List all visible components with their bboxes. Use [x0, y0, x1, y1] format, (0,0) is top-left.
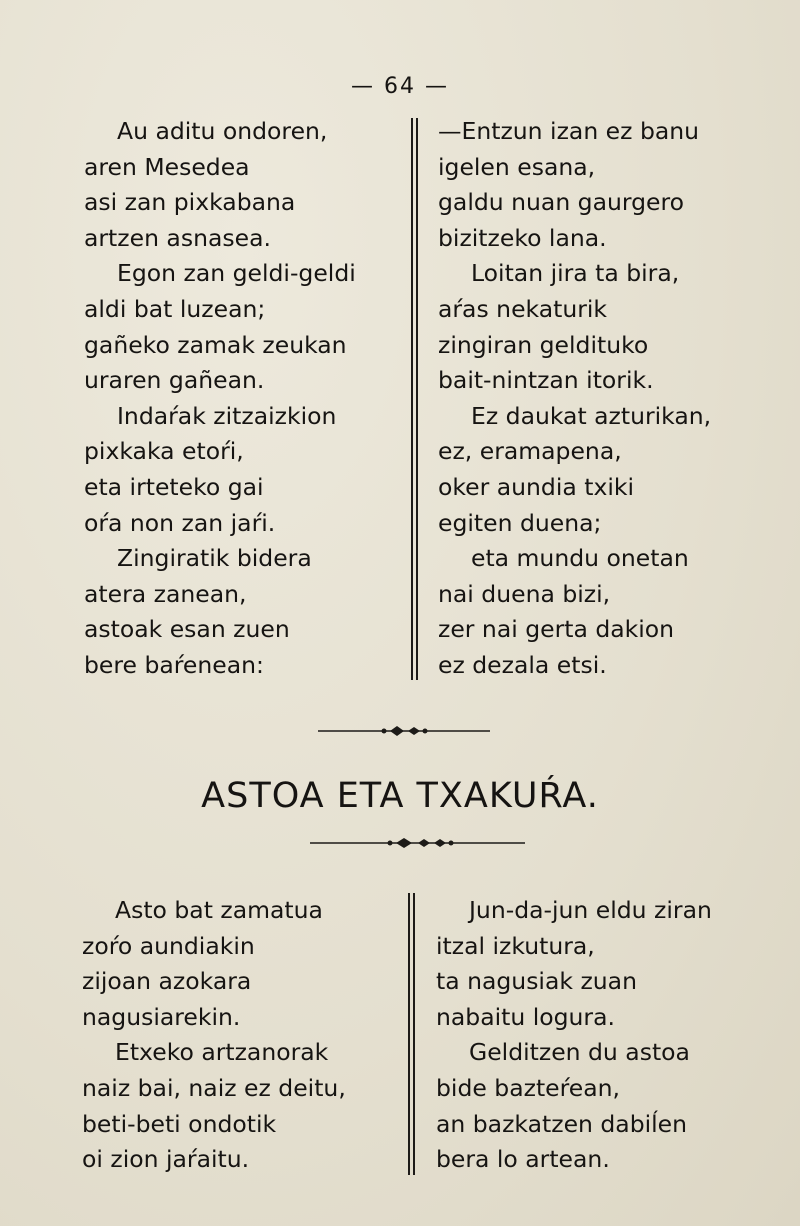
column-divider	[411, 118, 418, 680]
verse-line: Jun-da-jun eldu ziran	[469, 896, 712, 924]
verse-line: eta irteteko gai	[84, 472, 264, 501]
verse-line: bait-nintzan itorik.	[438, 366, 654, 395]
verse-line: ez dezala etsi.	[438, 650, 607, 679]
verse-line: artzen asnasea.	[84, 223, 271, 252]
verse-line: Indaŕak zitzaizkion	[117, 401, 337, 430]
verse-line: itzal izkutura,	[436, 931, 595, 960]
ornament-rule-icon	[318, 724, 490, 738]
verse-line: zijoan azokara	[82, 967, 252, 996]
verse-line: zer nai gerta dakion	[438, 615, 675, 644]
verse-line: bere baŕenean:	[84, 650, 264, 679]
verse-line: Zingiratik bidera	[117, 544, 312, 573]
verse-line: uraren gañean.	[84, 366, 265, 395]
verse-line: ez, eramapena,	[438, 437, 622, 466]
page-number: — 64 —	[351, 74, 449, 99]
verse-line: bide bazteŕean,	[436, 1073, 620, 1102]
verse-line: pixkaka etoŕi,	[84, 437, 244, 466]
poem-left-column-1	[84, 114, 356, 684]
verse-line: ta nagusiak zuan	[436, 967, 637, 996]
verse-line: zoŕo aundiakin	[82, 931, 255, 960]
poem-title: ASTOA ETA TXAKUŔA.	[201, 776, 599, 816]
verse-line: Au aditu ondoren,	[117, 117, 328, 145]
verse-line: Asto bat zamatua	[115, 896, 323, 924]
verse-line: aŕas nekaturik	[438, 294, 608, 323]
verse-line: Etxeko artzanorak	[115, 1038, 329, 1067]
poem-right-column-2	[436, 893, 712, 1178]
verse-line: Gelditzen du astoa	[469, 1038, 690, 1067]
verse-line: asi zan pixkabana	[84, 188, 296, 217]
verse-line: galdu nuan gaurgero	[438, 188, 685, 217]
verse-line: —Entzun izan ez banu	[438, 117, 700, 145]
verse-line: nabaitu logura.	[436, 1002, 615, 1031]
verse-line: beti-beti ondotik	[82, 1109, 277, 1138]
verse-line: eta mundu onetan	[471, 544, 689, 573]
verse-line: oi zion jaŕaitu.	[82, 1145, 250, 1174]
verse-line: zingiran geldituko	[438, 330, 649, 359]
verse-line: oŕa non zan jaŕi.	[84, 508, 276, 537]
verse-line: aren Mesedea	[84, 152, 250, 181]
verse-line: Ez daukat azturikan,	[471, 401, 712, 430]
verse-line: naiz bai, naiz ez deitu,	[82, 1073, 346, 1102]
verse-line: egiten duena;	[438, 508, 602, 537]
poem-right-column-1	[438, 114, 711, 684]
poem-left-column-2	[82, 893, 346, 1178]
verse-line: gañeko zamak zeukan	[84, 330, 347, 359]
verse-line: bizitzeko lana.	[438, 223, 607, 252]
verse-line: atera zanean,	[84, 579, 247, 608]
verse-line: oker aundia txiki	[438, 472, 635, 501]
column-divider	[408, 893, 415, 1175]
verse-line: nai duena bizi,	[438, 579, 611, 608]
verse-line: Loitan jira ta bira,	[471, 259, 680, 288]
verse-line: astoak esan zuen	[84, 615, 290, 644]
verse-line: an bazkatzen dabiĺen	[436, 1109, 688, 1138]
verse-line: bera lo artean.	[436, 1145, 610, 1174]
verse-line: Egon zan geldi-geldi	[117, 259, 356, 288]
verse-line: nagusiarekin.	[82, 1002, 241, 1031]
verse-line: igelen esana,	[438, 152, 596, 181]
verse-line: aldi bat luzean;	[84, 294, 266, 323]
ornament-rule-icon	[310, 836, 525, 850]
